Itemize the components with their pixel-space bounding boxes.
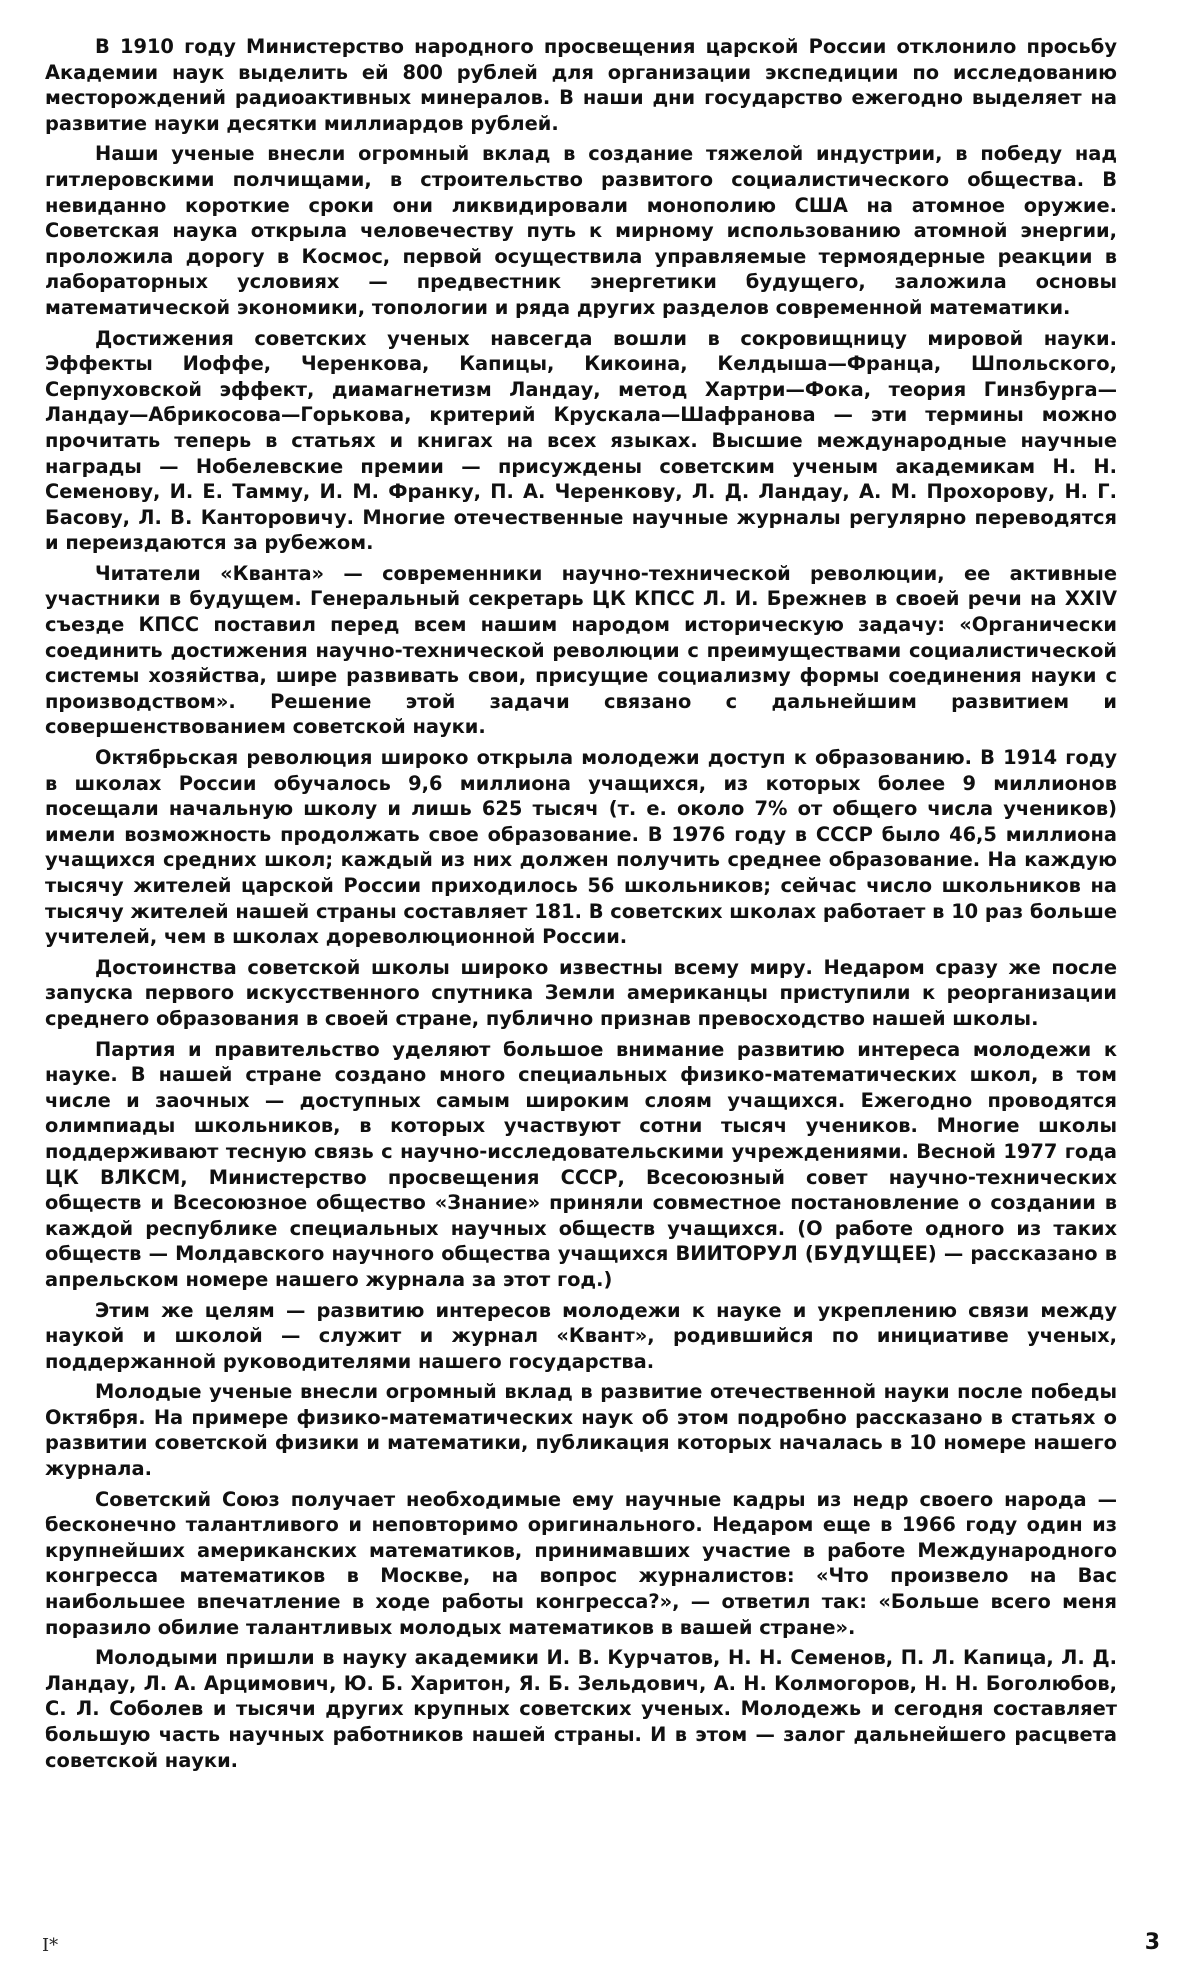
paragraph-3: Достижения советских ученых навсегда вошли в сокровищницу мировой науки. Эффекты Иоффе, Черенкова, Капицы, Кикоина, Келдыша—Франца, Шпольского, Серпуховской эффект, диамагнетизм Ландау, метод Хартри—Фока, теория Гинзбурга—Ландау—Абрикосова—Горькова, критерий Крускала—Шафранова — эти термины можно прочитать теперь в статьях и книгах на всех языках. Высшие международные научные награды — Нобелевские премии — присуждены советским ученым академикам Н. Н. Семенову, И. Е. Тамму, И. М. Франку, П. А. Черенкову, Л. Д. Ландау, А. М. Прохорову, Н. Г. Басову, Л. В. Канторовичу. Многие отечественные научные журналы регулярно переводятся и переиздаются за рубежом. <box>45 326 1117 555</box>
paragraph-11: Молодыми пришли в науку академики И. В. Курчатов, Н. Н. Семенов, П. Л. Капица, Л. Д. Ландау, Л. А. Арцимович, Ю. Б. Харитон, Я. Б. Зельдович, А. Н. Колмогоров, Н. Н. Боголюбов, С. Л. Соболев и тысячи других крупных советских ученых. Молодежь и сегодня составляет большую часть научных работников нашей страны. И в этом — залог дальнейшего расцвета советской науки. <box>45 1646 1117 1772</box>
signature-mark: I* <box>42 1935 59 1956</box>
paragraph-2: Наши ученые внесли огромный вклад в создание тяжелой индустрии, в победу над гитлеровскими полчищами, в строительство развитого социалистического общества. В невиданно короткие сроки они ликвидировали монополию США на атомное оружие. Советская наука открыла человечеству путь к мирному использованию атомной энергии, проложила дорогу в Космос, первой осуществила управляемые термоядерные реакции в лабораторных условиях — предвестник энергетики будущего, заложила основы математической экономики, топологии и ряда других разделов современной математики. <box>45 142 1117 319</box>
page-number: 3 <box>1144 1930 1160 1955</box>
article-body <box>45 34 1117 1778</box>
paragraph-9: Молодые ученые внесли огромный вклад в развитие отечественной науки после победы Октября. На примере физико-математических наук об этом подробно рассказано в статьях о развитии советской физики и математики, публикация которых началась в 10 номере нашего журнала. <box>45 1380 1117 1481</box>
paragraph-6: Достоинства советской школы широко известны всему миру. Недаром сразу же после запуска первого искусственного спутника Земли американцы приступили к реорганизации среднего образования в своей стране, публично признав превосходство нашей школы. <box>45 955 1117 1030</box>
paragraph-10: Советский Союз получает необходимые ему научные кадры из недр своего народа — бесконечно талантливого и неповторимо оригинального. Недаром еще в 1966 году один из крупнейших американских математиков, принимавших участие в работе Международного конгресса математиков в Москве, на вопрос журналистов: «Что произвело на Вас наибольшее впечатление в ходе работы конгресса?», — ответил так: «Больше всего меня поразило обилие талантливых молодых математиков в вашей стране». <box>45 1487 1117 1639</box>
paragraph-8: Этим же целям — развитию интересов молодежи к науке и укреплению связи между наукой и школой — служит и журнал «Квант», родившийся по инициативе ученых, поддержанной руководителями нашего государства. <box>45 1298 1117 1373</box>
paragraph-7: Партия и правительство уделяют большое внимание развитию интереса молодежи к науке. В нашей стране создано много специальных физико-математических школ, в том числе и заочных — доступных самым широким слоям учащихся. Ежегодно проводятся олимпиады школьников, в которых участвуют сотни тысяч учеников. Многие школы поддерживают тесную связь с научно-исследовательскими учреждениями. Весной 1977 года ЦК ВЛКСМ, Министерство просвещения СССР, Всесоюзный совет научно-технических обществ и Всесоюзное общество «Знание» приняли совместное постановление о создании в каждой республике специальных научных обществ учащихся. (О работе одного из таких обществ — Молдавского научного общества учащихся ВИИТОРУЛ (БУДУЩЕЕ) — рассказано в апрельском номере нашего журнала за этот год.) <box>45 1037 1117 1291</box>
paragraph-1: В 1910 году Министерство народного просвещения царской России отклонило просьбу Академии наук выделить ей 800 рублей для организации экспедиции по исследованию месторождений радиоактивных минералов. В наши дни государство ежегодно выделяет на развитие науки десятки миллиардов рублей. <box>45 35 1117 135</box>
paragraph-5: Октябрьская революция широко открыла молодежи доступ к образованию. В 1914 году в школах России обучалось 9,6 миллиона учащихся, из которых более 9 миллионов посещали начальную школу и лишь 625 тысяч (т. е. около 7% от общего числа учеников) имели возможность продолжать свое образование. В 1976 году в СССР было 46,5 миллиона учащихся средних школ; каждый из них должен получить среднее образование. На каждую тысячу жителей царской России приходилось 56 школьников; сейчас число школьников на тысячу жителей нашей страны составляет 181. В советских школах работает в 10 раз больше учителей, чем в школах дореволюционной России. <box>45 746 1117 949</box>
paragraph-4: Читатели «Кванта» — современники научно-технической революции, ее активные участники в будущем. Генеральный секретарь ЦК КПСС Л. И. Брежнев в своей речи на XXIV съезде КПСС поставил перед всем нашим народом историческую задачу: «Органически соединить достижения научно-технической революции с преимуществами социалистической системы хозяйства, шире развивать свои, присущие социализму формы соединения науки с производством». Решение этой задачи связано с дальнейшим развитием и совершенствованием советской науки. <box>45 561 1117 739</box>
